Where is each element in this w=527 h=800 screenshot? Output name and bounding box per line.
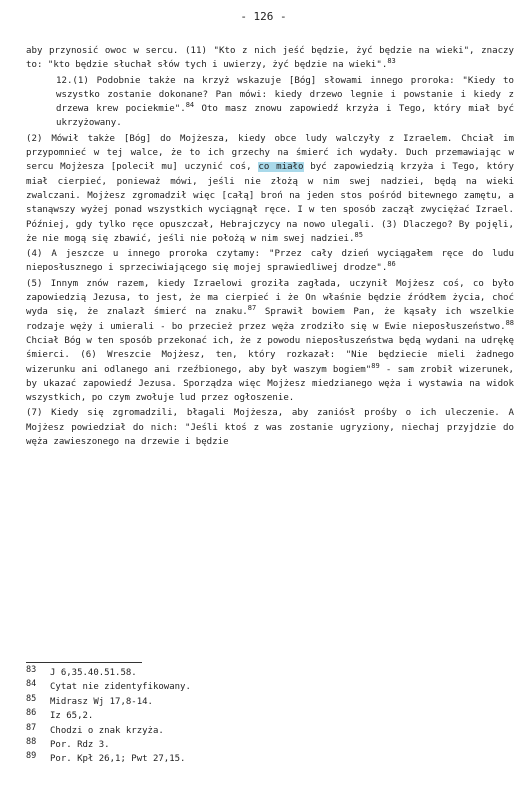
footnote-item	[26, 709, 446, 723]
paragraph-p1	[26, 44, 514, 73]
footnote-number: 85	[26, 693, 37, 704]
footnote-number: 89	[26, 751, 37, 762]
footnote-ref: 88	[505, 318, 514, 327]
text-run: - sam zrobił wizerunek, by ukazać zapowiedź Jezusa. Sporządza więc Mojżesz miedzianego węża i wystawia na widok wszystkich, po czym zwołuje lud przez ogłoszenie.	[26, 364, 514, 404]
paragraph-p4	[26, 247, 514, 276]
paragraph-p6	[26, 406, 514, 449]
text-run: aby przynosić owoc w sercu. (11) "Kto z nich jeść będzie, żyć będzie na wieki", znaczy to: "kto będzie słuchał słów tych i uwierzy, żyć będzie na wieki".	[26, 46, 514, 71]
text-run: Sprawił bowiem Pan, że kąsały ich wszelkie rodzaje węży i umierali - bo przecież przez węża zrodziło się w Ewie nieposłuszeństwo.	[26, 307, 515, 332]
footnote-ref: 87	[247, 304, 257, 313]
text-run: 12.(1) Podobnie także na krzyż wskazuje [Bóg] słowami innego proroka: "Kiedy to wszystko zostanie dokonane? Pan mówi: kiedy drzewo legnie i powstanie i kiedy z drzewa krew pociekmie".	[56, 75, 514, 115]
footnote-number: 83	[26, 665, 37, 675]
footnote-number: 86	[26, 708, 37, 719]
footnote-text: Por. Kpł 26,1; Pwt 27,15.	[50, 754, 186, 765]
footnote-text: Cytat nie zidentyfikowany.	[50, 682, 191, 693]
footnote-text: Midrasz Wj 17,8-14.	[50, 696, 153, 707]
footnote-ref: 89	[371, 361, 380, 370]
footnote-number: 87	[26, 722, 37, 733]
footnote-ref: 86	[387, 260, 396, 269]
footnote-text: J 6,35.40.51.58.	[50, 668, 137, 678]
footnote-item	[26, 738, 446, 752]
footnote-item	[26, 695, 446, 709]
footnote-ref: 85	[354, 230, 363, 239]
text-run: (4) A jeszcze u innego proroka czytamy: "Przez cały dzień wyciągałem ręce do ludu nieposłusznego i sprzeciwiającego się mojej sprawiedliwej drodze".	[26, 249, 514, 274]
text-run: Chciał Bóg w ten sposób przekonać ich, że z powodu nieposłuszeństwa będą wydani na udrękę śmierci. (6) Wreszcie Mojżesz, ten, który rozkazał: "Nie będziecie mieli żadnego wizerunku ani odlanego ani rzeźbionego, aby był waszym bogiem"	[26, 335, 514, 375]
footnote-item	[26, 666, 446, 680]
text-run: (5) Innym znów razem, kiedy Izraelowi groziła zagłada, uczynił Mojżesz coś, co było zapowiedzią Jezusa, to jest, że ma cierpieć i że On właśnie będzie źródłem życia, choć wyda się, że znalazł śmierć na znaku.	[26, 278, 514, 318]
page-number: - 126 -	[240, 10, 287, 23]
text-run: (7) Kiedy się zgromadzili, błagali Mojżesza, aby zaniósł prośby o ich uleczenie. A Mojżesz powiedział do nich: "Jeśli ktoś z was zostanie ugryziony, niechaj przyjdzie do węża zawieszonego na drzewie i będzie	[26, 408, 514, 448]
footnote-ref: 83	[387, 57, 396, 66]
paragraph-p5	[26, 277, 514, 406]
paragraph-p3	[26, 132, 514, 246]
footnote-item	[26, 680, 446, 694]
text-run: być zapowiedzią krzyża i Tego, który miał cierpieć, ponieważ mówi, jeśli nie złożą w nim swej nadziei, będą na wieki zwalczani. Mojżesz zgromadził więc [całą] broń na jeden stos pośród bitewnego zamętu, a stanąwszy wyżej ponad wszystkich wyciągnął ręce. I w ten sposób zaczął zwyciężać Izrael. Później, gdy tylko ręce opuszczał, Hebrajczycy na nowo ulegali. (3) Dlaczego? By pojęli, że nie mogą się zbawić, jeśli nie położą w nim swej nadziei.	[26, 162, 514, 244]
text-run: Oto masz znowu zapowiedź krzyża i Tego, który miał być ukrzyżowany.	[56, 104, 514, 129]
footnote-ref: 84	[185, 101, 195, 110]
footnote-text: Chodzi o znak krzyża.	[50, 725, 164, 736]
paragraph-p2	[26, 74, 514, 131]
text-run: (2) Mówił także [Bóg] do Mojżesza, kiedy obce ludy walczyły z Izraelem. Chciał im przypomnieć w tej walce, że to ich grzechy na śmierć ich wydały. Duch przemawiając w sercu Mojżesza [polecił mu] uczynić coś,	[26, 133, 514, 173]
footnote-number: 88	[26, 737, 37, 748]
footnotes	[26, 666, 446, 767]
footnote-text: Por. Rdz 3.	[50, 740, 110, 751]
footnote-item	[26, 752, 446, 766]
body-text	[26, 44, 514, 449]
footnote-text: Iz 65,2.	[50, 711, 94, 722]
footnote-item	[26, 724, 446, 738]
footnote-number: 84	[26, 679, 37, 690]
highlighted-text: co miało	[258, 162, 304, 173]
